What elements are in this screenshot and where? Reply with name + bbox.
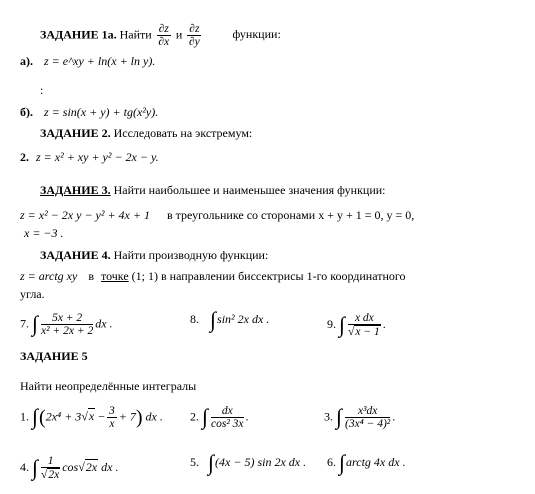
task3-heading-line — [40, 183, 386, 197]
task2-heading: ЗАДАНИЕ 2. — [40, 126, 111, 140]
integral-3 — [324, 405, 395, 430]
integral-9-fraction: $\frac{\text{x dx}}{√x - 1}$ — [348, 312, 380, 338]
task3-heading: ЗАДАНИЕ 3. — [40, 183, 111, 197]
integral-sign-icon: ∫ — [336, 404, 343, 430]
integral-sign-icon: ∫ — [339, 311, 346, 337]
task4-point-rest: (1; 1) в направлении биссектрисы 1-го координатного — [131, 269, 406, 283]
integral-8 — [190, 307, 270, 332]
integral-6-label: 6. — [327, 455, 336, 469]
integral-4-fraction: $\frac{1}{√2x}$ — [41, 455, 60, 481]
integral-8-body: sin² 2x dx . — [217, 312, 270, 326]
integral-3-tail: . — [392, 409, 396, 424]
integral-1-fraction: $\frac{3}{x}$ — [109, 405, 115, 430]
integral-3-fraction: $\frac{\text{x³dx}}{\text{(3x⁴ − 4)²}}$ — [345, 405, 391, 430]
task1-colon: : — [40, 83, 44, 97]
integral-sign-icon: ∫ — [210, 307, 217, 332]
integral-7-fraction: $\frac{5x + 2}{\text{x² + 2x + 2}}$ — [41, 312, 94, 337]
task4-formula-line — [20, 269, 406, 283]
integral-1-body-a: 2x⁴ + 3 — [45, 409, 82, 424]
task4-line2: угла. — [20, 287, 45, 301]
task1-b-formula: z = sin(x + y) + tg(x²y). — [44, 105, 159, 119]
integral-7-tail: dx . — [95, 316, 113, 331]
task1-a-formula: z = e^xy + ln(x + ln y). — [44, 54, 156, 68]
task1-b-label: б). — [20, 105, 33, 119]
task3-text: Найти наибольшее и наименьшее значения функции: — [113, 183, 386, 197]
task1-a — [20, 54, 155, 68]
task2-formula-line — [20, 150, 159, 164]
integral-6-body: arctg 4x dx . — [346, 455, 406, 469]
task1-b — [20, 105, 158, 119]
integral-4-sqrt: 2x — [85, 459, 98, 474]
task4-point-pre: в — [88, 269, 94, 283]
integral-sign-icon: ∫ — [32, 311, 39, 337]
integral-4-tail: dx . — [101, 459, 119, 474]
task3-condition2: x = −3 . — [24, 226, 64, 240]
integral-2-tail: . — [245, 409, 249, 424]
integral-9-label: 9. — [327, 316, 336, 331]
integral-2-label: 2. — [190, 409, 199, 424]
task1-heading-line — [40, 23, 281, 48]
integral-sign-icon: ∫ — [202, 404, 209, 430]
integral-3-label: 3. — [324, 409, 333, 424]
integral-sign-icon: ∫ — [339, 450, 346, 475]
integral-5-body: (4x − 5) sin 2x dx . — [215, 455, 307, 469]
integral-1-body-b: + 7 — [118, 409, 136, 424]
integral-5 — [190, 450, 307, 475]
partial-z-x: $\frac{\partial z}{\partial x}$ — [158, 23, 170, 48]
integral-sign-icon: ∫ — [32, 454, 39, 480]
integral-6 — [327, 450, 406, 475]
integral-1-label: 1. — [20, 409, 29, 424]
integral-4-label: 4. — [20, 459, 29, 474]
integral-sign-icon: ∫ — [32, 404, 39, 430]
task2-label: 2. — [20, 150, 29, 164]
integral-9-tail: . — [382, 316, 386, 331]
integral-sign-icon: ∫ — [208, 450, 215, 475]
integral-1-tail: dx . — [145, 409, 163, 424]
task3-condition: в треугольнике со сторонами x + y + 1 = 0, y = 0, — [166, 208, 415, 222]
task4-heading-line — [40, 248, 268, 262]
task1-a-label: а). — [20, 54, 33, 68]
partial-z-y: $\frac{\partial z}{\partial y}$ — [188, 23, 200, 48]
task5-heading: ЗАДАНИЕ 5 — [20, 349, 88, 363]
integral-7 — [20, 312, 113, 337]
integral-4: 4. ∫ $\frac{1}{√2x}$ cos√2x dx . — [20, 454, 119, 481]
task3-formula: z = x² − 2x y − y² + 4x + 1 — [20, 208, 150, 222]
integral-5-label: 5. — [190, 455, 199, 469]
integral-1: 1. ∫(2x⁴ + 3√x − $\frac{3}{x}$ + 7) dx . — [20, 404, 163, 430]
task2-formula: z = x² + xy + y² − 2x − y. — [36, 150, 159, 164]
integral-9 — [327, 312, 386, 338]
task1-text: Найти — [119, 27, 152, 42]
integral-2 — [190, 405, 249, 430]
integral-1-minus: − — [98, 409, 106, 424]
integral-4-body: cos — [62, 459, 79, 474]
integral-2-fraction: $\frac{dx}{\text{cos² 3x}}$ — [211, 405, 244, 430]
integral-1-sqrt: x — [88, 409, 95, 424]
task5-text: Найти неопределённые интегралы — [20, 379, 197, 393]
task2-text: Исследовать на экстремум: — [113, 126, 253, 140]
task1-heading: ЗАДАНИЕ 1а. — [40, 27, 117, 42]
task1-and: и — [175, 27, 183, 42]
task3-formula-line — [20, 208, 414, 222]
task2-heading-line — [40, 126, 252, 140]
task4-point: точке — [100, 269, 129, 283]
task4-heading: ЗАДАНИЕ 4. — [40, 248, 111, 262]
task4-text: Найти производную функции: — [113, 248, 269, 262]
integral-8-label: 8. — [190, 312, 199, 326]
integral-7-label: 7. — [20, 316, 29, 331]
task1-tail: функции: — [232, 27, 281, 42]
task4-formula: z = arctg xy — [20, 269, 78, 283]
